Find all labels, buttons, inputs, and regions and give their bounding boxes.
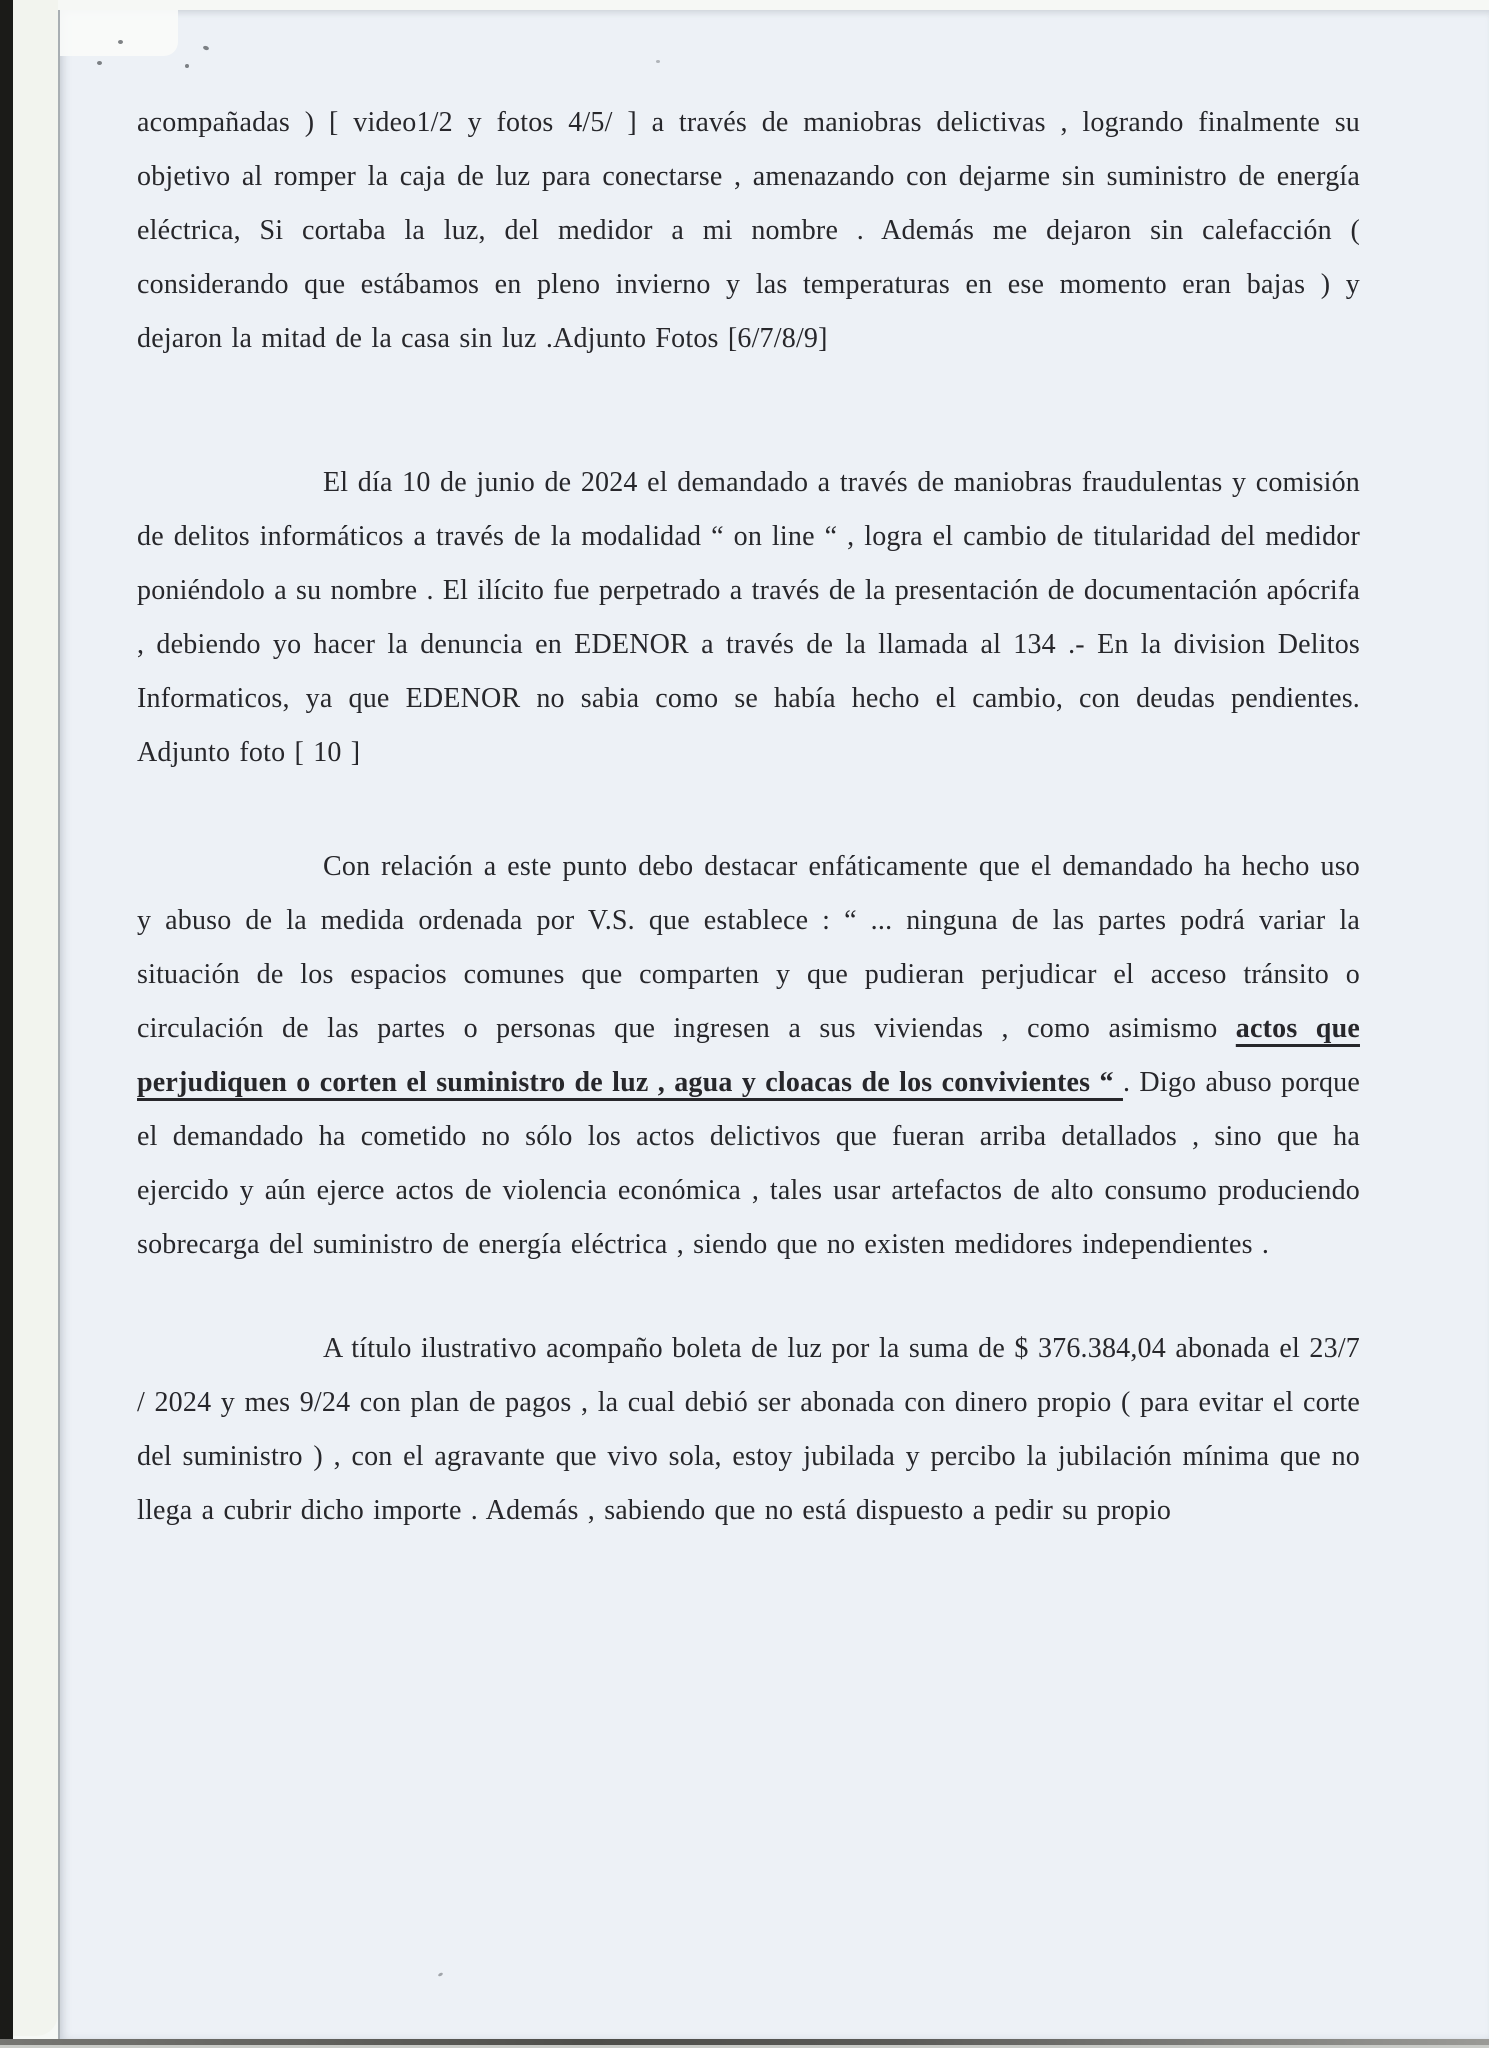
scan-artifact <box>118 40 123 44</box>
scan-artifact <box>656 60 660 63</box>
scan-artifact <box>185 64 189 68</box>
page-corner-highlight <box>60 10 178 56</box>
paragraph-cambio-titularidad: El día 10 de junio de 2024 el demandado a través de maniobras fraudulentas y comisión de delitos informáticos a través de la modalidad “ on line “ , logra el cambio de titularidad del medidor poniéndolo a su nombre . El ilícito fue perpetrado a través de la presentación de documentación apócrifa , debiendo yo hacer la denuncia en EDENOR a través de la llamada al 134 .- En la division Delitos Informaticos, ya que EDENOR no sabia como se había hecho el cambio, con deudas pendientes. Adjunto foto [ 10 ] <box>137 467 1360 768</box>
underlined-clause: actos que perjudiquen o corten el suministro de luz , agua y cloacas de los convivientes “ <box>137 1013 1360 1098</box>
paragraph-medida-ordenada <box>137 840 1360 1272</box>
document-body <box>137 96 1360 1538</box>
scan-artifact <box>97 61 102 65</box>
paragraph-medida-pre: Con relación a este punto debo destacar enfáticamente que el demandado ha hecho uso y abuso de la medida ordenada por V.S. que establece : “ ... ninguna de las partes podrá variar la situación de los espacios comunes que comparten y que pudieran perjudicar el acceso tránsito o circulación de las partes o personas que ingresen a sus viviendas , como asimismo <box>137 851 1360 1044</box>
paragraph-boleta-luz: A título ilustrativo acompaño boleta de luz por la suma de $ 376.384,04 abonada el 23/7 / 2024 y mes 9/24 con plan de pagos , la cual debió ser abonada con dinero propio ( para evitar el corte del suministro ) , con el agravante que vivo sola, estoy jubilada y percibo la jubilación mínima que no llega a cubrir dicho importe . Además , sabiendo que no está dispuesto a pedir su propio <box>137 1333 1360 1526</box>
paragraph-evidence-luz: acompañadas ) [ video1/2 y fotos 4/5/ ] a través de maniobras delictivas , logrando finalmente su objetivo al romper la caja de luz para conectarse , amenazando con dejarme sin suministro de energía eléctrica, Si cortaba la luz, del medidor a mi nombre . Además me dejaron sin calefacción ( considerando que estábamos en pleno invierno y las temperaturas en ese momento eran bajas ) y dejaron la mitad de la casa sin luz .Adjunto Fotos [6/7/8/9] <box>137 107 1360 354</box>
page-left-margin-strip <box>13 0 58 2036</box>
paragraph-medida-post: . Digo abuso porque el demandado ha cometido no sólo los actos delictivos que fueran arriba detallados , sino que ha ejercido y aún ejerce actos de violencia económica , tales usar artefactos de alto consumo produciendo sobrecarga del suministro de energía eléctrica , siendo que no existen medidores independientes . <box>137 1067 1360 1260</box>
scanner-left-edge <box>0 0 13 2048</box>
